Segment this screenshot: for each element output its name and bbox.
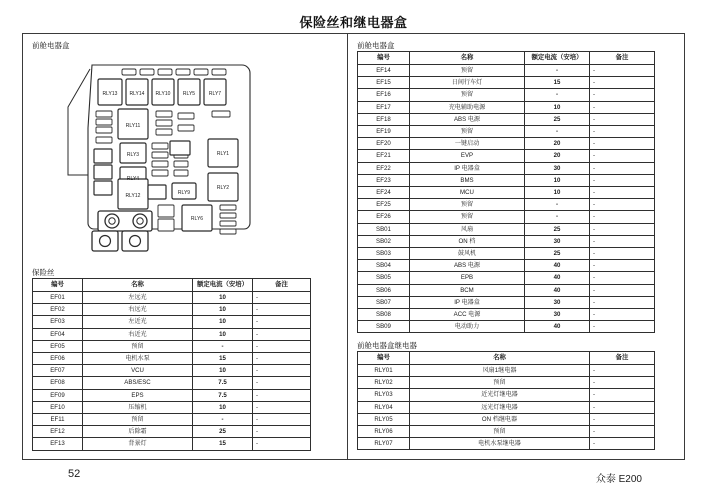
cell-nm: IP 电器盒 [410,162,525,174]
cell-nm: 日间行车灯 [410,77,525,89]
table-row [358,377,655,389]
cell-rm: - [590,199,655,211]
column-header-3: 备注 [590,52,655,65]
cell-nm: MCU [410,187,525,199]
cell-amp: - [525,211,590,223]
cell-rm: - [590,365,655,377]
table-row [358,199,655,211]
cell-amp: - [525,199,590,211]
cell-amp: 10 [525,174,590,186]
fuse-box-diagram [62,55,287,255]
cell-id: SB03 [358,248,410,260]
svg-text:RLY7: RLY7 [208,91,222,97]
cell-nm: ABS/ESC [83,377,193,389]
table-row [33,292,311,304]
cell-nm: 充电辅助电源 [410,101,525,113]
cell-nm: ON 档 [410,235,525,247]
cell-amp: 10 [193,328,253,340]
column-divider [347,33,348,460]
cell-amp: 15 [193,438,253,450]
cell-id: EF22 [358,162,410,174]
table-row [33,414,311,426]
cell-id: EF14 [358,65,410,77]
cell-id: SB05 [358,272,410,284]
right-fuse-table-caption: 前舱电器盒 [357,41,395,50]
table-row [358,296,655,308]
cell-id: EF16 [358,89,410,101]
cell-id: EF23 [358,174,410,186]
cell-nm: 近光灯继电器 [410,389,590,401]
cell-id: RLY03 [358,389,410,401]
cell-id: EF17 [358,101,410,113]
cell-nm: 右近光 [83,328,193,340]
cell-id: EF10 [33,401,83,413]
cell-nm: 一键启动 [410,138,525,150]
cell-id: EF13 [33,438,83,450]
column-header-0: 编号 [358,352,410,365]
cell-rm: - [590,223,655,235]
table-row [358,150,655,162]
cell-nm: 压缩机 [83,401,193,413]
cell-rm: - [253,316,311,328]
cell-amp: 40 [525,272,590,284]
table-row [33,340,311,352]
table-row [33,328,311,340]
cell-amp: 30 [525,296,590,308]
cell-nm: IP 电器盒 [410,296,525,308]
table-row [358,284,655,296]
table-row [358,309,655,321]
table-row [358,162,655,174]
table-row [358,126,655,138]
cell-id: EF25 [358,199,410,211]
cell-nm: ABS 电源 [410,113,525,125]
cell-id: SB01 [358,223,410,235]
column-header-2: 额定电流（安培） [193,279,253,292]
svg-text:RLY11: RLY11 [125,123,141,129]
cell-id: SB08 [358,309,410,321]
column-header-0: 编号 [358,52,410,65]
cell-rm: - [590,309,655,321]
table-header-row [33,279,311,292]
cell-rm: - [253,414,311,426]
page-title: 保险丝和继电器盒 [299,15,408,30]
cell-amp: 40 [525,321,590,333]
cell-id: EF05 [33,340,83,352]
table-header-row [358,52,655,65]
svg-text:RLY4: RLY4 [126,176,140,182]
cell-id: SB06 [358,284,410,296]
page-number: 52 [68,468,81,480]
cell-nm: 预留 [410,199,525,211]
cell-amp: - [525,89,590,101]
cell-id: EF24 [358,187,410,199]
cell-nm: 预留 [410,377,590,389]
cell-id: SB02 [358,235,410,247]
cell-rm: - [590,174,655,186]
cell-nm: ACC 电源 [410,309,525,321]
svg-text:RLY5: RLY5 [182,91,196,97]
table-row [33,365,311,377]
cell-nm: BMS [410,174,525,186]
cell-nm: 风扇 [410,223,525,235]
table-row [358,235,655,247]
cell-amp: - [525,126,590,138]
cell-amp: 10 [193,292,253,304]
cell-nm: 预留 [410,65,525,77]
cell-amp: 30 [525,162,590,174]
cell-rm: - [253,401,311,413]
svg-text:RLY14: RLY14 [129,91,145,97]
cell-rm: - [590,284,655,296]
cell-amp: - [193,340,253,352]
cell-rm: - [253,304,311,316]
cell-amp: 30 [525,309,590,321]
table-row [358,389,655,401]
cell-amp: - [193,414,253,426]
cell-amp: 10 [525,187,590,199]
cell-rm: - [590,162,655,174]
table-row [358,89,655,101]
cell-rm: - [253,340,311,352]
relay-table-caption: 前舱电器盒继电器 [357,341,417,350]
column-header-1: 名称 [410,52,525,65]
cell-id: EF07 [33,365,83,377]
cell-rm: - [590,138,655,150]
cell-nm: BCM [410,284,525,296]
cell-id: EF03 [33,316,83,328]
cell-id: EF09 [33,389,83,401]
cell-rm: - [253,426,311,438]
cell-rm: - [253,328,311,340]
cell-rm: - [590,321,655,333]
cell-rm: - [253,353,311,365]
cell-rm: - [590,413,655,425]
cell-rm: - [590,377,655,389]
svg-text:RLY13: RLY13 [102,91,118,97]
svg-text:RLY2: RLY2 [216,185,230,191]
cell-id: SB04 [358,260,410,272]
cell-id: EF12 [33,426,83,438]
cell-id: EF15 [358,77,410,89]
cell-rm: - [590,89,655,101]
svg-text:RLY3: RLY3 [126,152,140,158]
table-row [33,353,311,365]
cell-amp: 20 [525,138,590,150]
cell-rm: - [590,235,655,247]
table-row [358,77,655,89]
diagram-caption: 前舱电器盒 [32,41,70,50]
table-row [358,174,655,186]
fuse-table-caption: 保险丝 [32,268,55,277]
table-row [358,248,655,260]
cell-rm: - [590,426,655,438]
cell-amp: 10 [525,101,590,113]
cell-nm: 预留 [83,340,193,352]
cell-id: RLY05 [358,413,410,425]
cell-amp: - [525,65,590,77]
cell-nm: 预留 [410,426,590,438]
cell-id: EF18 [358,113,410,125]
cell-amp: 40 [525,260,590,272]
cell-amp: 40 [525,284,590,296]
right-fuse-table [357,51,655,333]
table-header-row [358,352,655,365]
svg-text:RLY6: RLY6 [190,216,204,222]
cell-amp: 10 [193,365,253,377]
cell-nm: 电机水泵继电器 [410,438,590,450]
cell-rm: - [590,248,655,260]
cell-id: RLY02 [358,377,410,389]
cell-rm: - [590,77,655,89]
cell-nm: EPB [410,272,525,284]
cell-id: EF08 [33,377,83,389]
cell-id: EF01 [33,292,83,304]
svg-text:RLY10: RLY10 [155,91,171,97]
column-header-2: 额定电流（安培） [525,52,590,65]
column-header-3: 备注 [253,279,311,292]
cell-id: RLY06 [358,426,410,438]
column-header-0: 编号 [33,279,83,292]
table-row [33,316,311,328]
cell-nm: EVP [410,150,525,162]
cell-amp: 10 [193,401,253,413]
cell-nm: VCU [83,365,193,377]
table-row [358,223,655,235]
table-row [33,401,311,413]
cell-rm: - [253,389,311,401]
cell-rm: - [590,150,655,162]
table-row [358,438,655,450]
cell-rm: - [253,377,311,389]
left-fuse-table [32,278,311,451]
cell-amp: 7.5 [193,389,253,401]
cell-id: SB09 [358,321,410,333]
cell-amp: 20 [525,150,590,162]
cell-amp: 15 [525,77,590,89]
cell-nm: ON 档继电器 [410,413,590,425]
column-header-2: 备注 [590,352,655,365]
cell-id: EF26 [358,211,410,223]
cell-nm: 预留 [410,89,525,101]
cell-id: EF20 [358,138,410,150]
cell-id: EF06 [33,353,83,365]
table-row [358,260,655,272]
svg-text:RLY12: RLY12 [125,193,141,199]
model-name: 众泰 E200 [595,474,642,485]
cell-rm: - [590,389,655,401]
cell-nm: 预留 [410,126,525,138]
cell-nm: 预留 [410,211,525,223]
cell-nm: 背景灯 [83,438,193,450]
cell-amp: 10 [193,304,253,316]
cell-rm: - [253,365,311,377]
cell-id: EF04 [33,328,83,340]
column-header-1: 名称 [83,279,193,292]
table-row [358,138,655,150]
cell-amp: 10 [193,316,253,328]
cell-rm: - [590,101,655,113]
cell-id: EF02 [33,304,83,316]
relay-table [357,351,655,450]
table-row [358,321,655,333]
cell-id: RLY04 [358,401,410,413]
cell-nm: 右远光 [83,304,193,316]
cell-rm: - [590,438,655,450]
cell-nm: EPS [83,389,193,401]
table-row [358,426,655,438]
table-row [33,438,311,450]
table-row [33,304,311,316]
table-row [358,211,655,223]
cell-nm: 远光灯继电器 [410,401,590,413]
cell-nm: 左近光 [83,316,193,328]
cell-amp: 25 [193,426,253,438]
cell-nm: 电动助力 [410,321,525,333]
table-row [358,413,655,425]
table-row [358,272,655,284]
cell-amp: 25 [525,248,590,260]
cell-nm: ABS 电源 [410,260,525,272]
table-row [33,426,311,438]
table-row [358,365,655,377]
cell-id: EF21 [358,150,410,162]
cell-rm: - [590,401,655,413]
table-row [358,187,655,199]
cell-id: RLY07 [358,438,410,450]
table-row [358,401,655,413]
svg-text:RLY1: RLY1 [216,151,230,157]
cell-rm: - [590,65,655,77]
table-row [33,377,311,389]
cell-nm: 后除霜 [83,426,193,438]
cell-nm: 左远光 [83,292,193,304]
cell-amp: 25 [525,223,590,235]
cell-amp: 25 [525,113,590,125]
svg-text:RLY9: RLY9 [177,190,191,196]
cell-rm: - [590,187,655,199]
cell-rm: - [590,296,655,308]
cell-rm: - [590,260,655,272]
cell-amp: 7.5 [193,377,253,389]
table-row [358,113,655,125]
cell-id: EF19 [358,126,410,138]
table-row [358,65,655,77]
cell-nm: 鼓风机 [410,248,525,260]
table-row [358,101,655,113]
cell-rm: - [590,272,655,284]
cell-rm: - [590,126,655,138]
cell-rm: - [590,211,655,223]
cell-nm: 风扇1继电器 [410,365,590,377]
cell-amp: 15 [193,353,253,365]
cell-amp: 30 [525,235,590,247]
cell-id: RLY01 [358,365,410,377]
cell-nm: 电机水泵 [83,353,193,365]
cell-id: SB07 [358,296,410,308]
cell-rm: - [253,438,311,450]
cell-rm: - [590,113,655,125]
cell-rm: - [253,292,311,304]
table-row [33,389,311,401]
cell-nm: 预留 [83,414,193,426]
column-header-1: 名称 [410,352,590,365]
cell-id: EF11 [33,414,83,426]
